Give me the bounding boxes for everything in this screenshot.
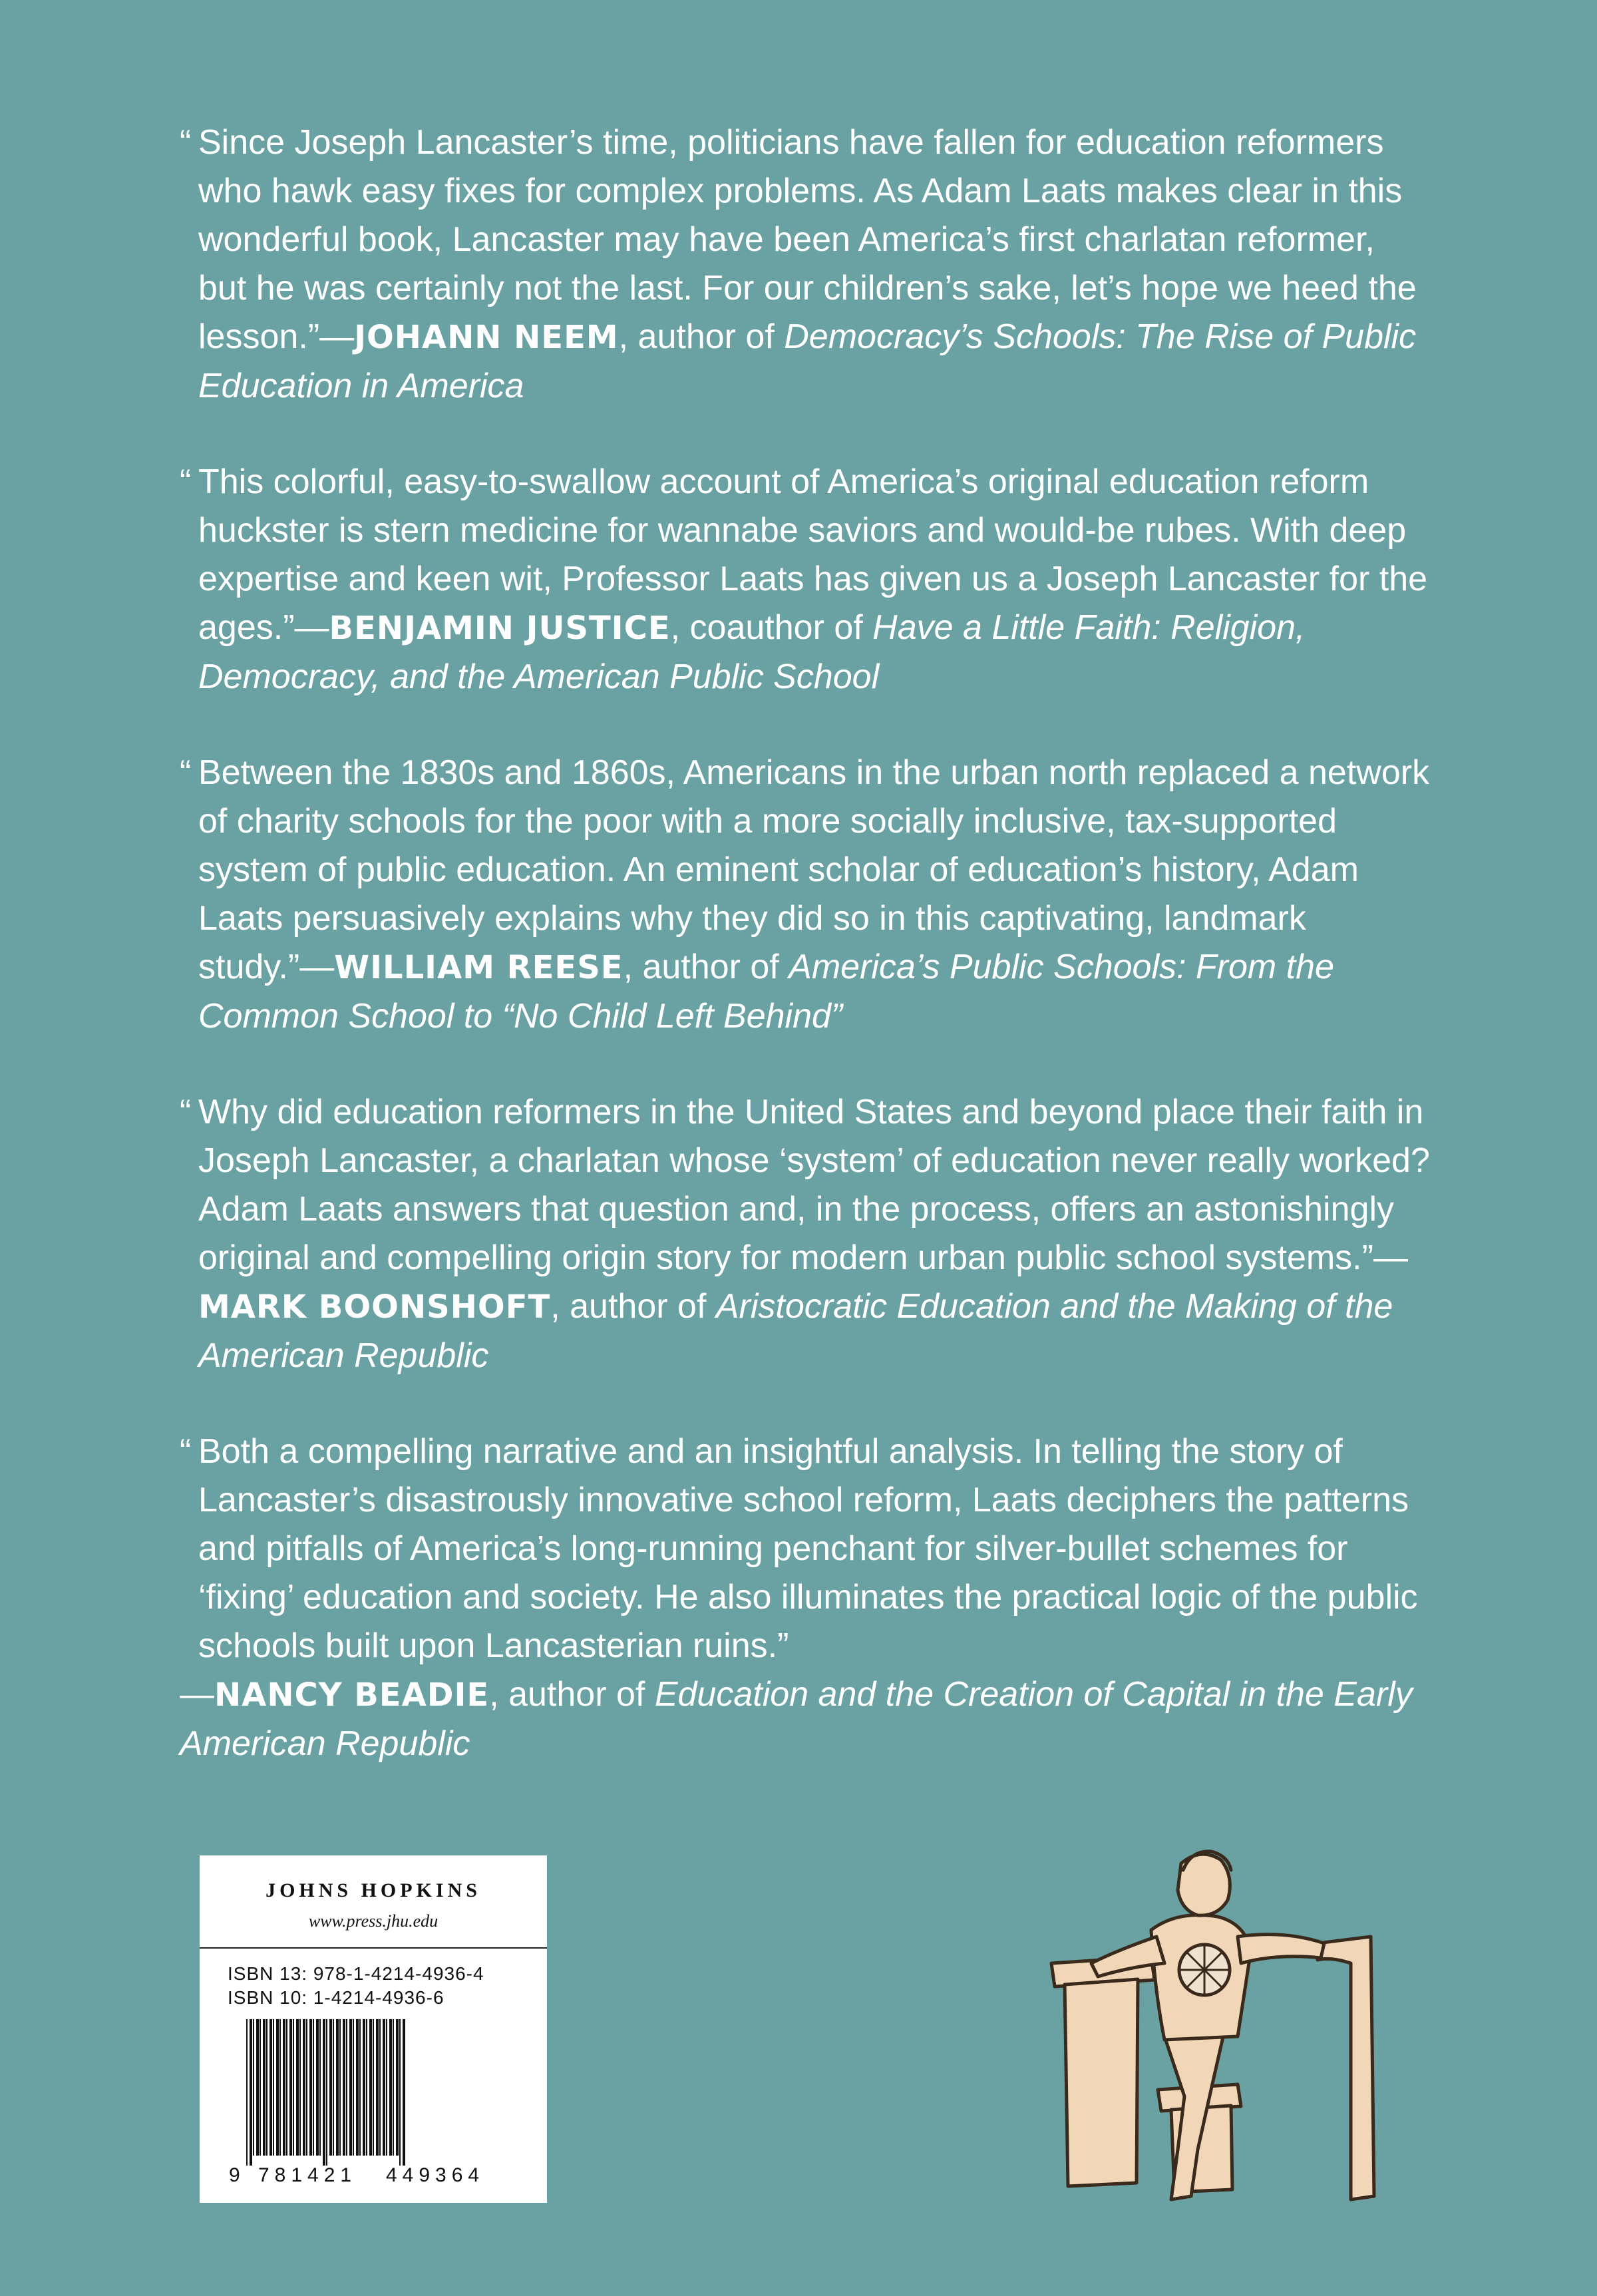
barcode-bar: [253, 2019, 254, 2156]
isbn-10: ISBN 10: 1-4214-4936-6: [228, 1987, 444, 2008]
open-quote: “: [180, 463, 192, 501]
blurb-text: Between the 1830s and 1860s, Americans in the urban north replaced a network of charity schools for the poor with a more socially inclusive, tax-supported system of public education. An eminent scholar of education’s history, Adam Laats persuasively explains why they did so in this captivating, landmark study.”: [198, 753, 1430, 986]
barcode-bar: [283, 2019, 285, 2156]
endorser-role: , author of: [623, 948, 789, 986]
barcode-bar: [393, 2019, 394, 2156]
blurb-boonshoft: [180, 1088, 1431, 1380]
barcode-bar: [316, 2019, 319, 2156]
barcode-bar: [246, 2019, 248, 2166]
barcode-bar: [266, 2019, 267, 2156]
barcode-digits-right: 449364: [386, 2164, 485, 2186]
barcode-bar: [256, 2019, 259, 2156]
barcode-bars: [246, 2019, 405, 2166]
barcode-bar: [379, 2019, 381, 2156]
barcode-bar: [333, 2019, 334, 2156]
endorser-work: Education and the Creation of Capital in the Early American Republic: [180, 1675, 1413, 1763]
barcode-bar: [376, 2019, 379, 2156]
barcode: [226, 2019, 520, 2186]
barcode-bar: [273, 2019, 274, 2156]
endorser-name: BENJAMIN JUSTICE: [329, 610, 671, 647]
publisher-url: www.press.jhu.edu: [308, 1911, 439, 1931]
open-quote: “: [180, 1432, 192, 1471]
barcode-bar: [263, 2019, 266, 2156]
barcode-bar: [356, 2019, 359, 2156]
isbn-barcode-box: [200, 1855, 547, 2203]
endorser-work: Democracy’s Schools: The Rise of Public Education in America: [198, 317, 1417, 405]
barcode-bar: [276, 2019, 279, 2156]
endorser-role: , author of: [550, 1287, 716, 1326]
barcode-digits-left: 781421: [258, 2164, 357, 2186]
endorser-name: MARK BOONSHOFT: [198, 1288, 551, 1326]
barcode-bar: [336, 2019, 339, 2156]
barcode-bar: [319, 2019, 321, 2156]
barcode-bar: [369, 2019, 372, 2156]
barcode-bar: [346, 2019, 347, 2156]
endorser-role: , coauthor of: [670, 608, 873, 647]
endorser-role: , author of: [489, 1675, 655, 1714]
blurb-text: Both a compelling narrative and an insightful analysis. In telling the story of Lancaster’s disastrously innovative school reform, Laats deciphers the patterns and pitfalls of America’s long-running penchant for silver-bullet schemes for ‘fixing’ education and society. He also illuminates the practical logic of the public schools built upon Lancasterian ruins.”: [198, 1432, 1418, 1665]
barcode-bar: [326, 2019, 327, 2166]
barcode-bar: [353, 2019, 354, 2156]
publisher-name: JOHNS HOPKINS: [266, 1879, 481, 1901]
barcode-bar: [366, 2019, 367, 2156]
blurb-text: Since Joseph Lancaster’s time, politicians have fallen for education reformers who hawk easy fixes for complex problems. As Adam Laats makes clear in this wonderful book, Lancaster may have been America’s first charlatan reformer, but he was certainly not the last. For our children’s sake, let’s hope we heed the lesson.”: [198, 123, 1417, 356]
blurb-beadie: [180, 1428, 1431, 1768]
barcode-bar: [373, 2019, 374, 2156]
barcode-bar: [349, 2019, 352, 2156]
barcode-bar: [296, 2019, 299, 2156]
endorser-name: NANCY BEADIE: [214, 1676, 490, 1714]
barcode-bar: [389, 2019, 392, 2156]
barcode-bar: [306, 2019, 307, 2156]
seated-boy-illustration: [1038, 1837, 1397, 2223]
dash: —: [1373, 1239, 1408, 1277]
open-quote: “: [180, 1093, 192, 1131]
endorser-role: , author of: [618, 317, 785, 356]
endorsements: [180, 118, 1431, 1816]
endorser-name: WILLIAM REESE: [334, 949, 623, 986]
isbn-13: ISBN 13: 978-1-4214-4936-4: [228, 1963, 484, 1984]
blurb-justice: [180, 458, 1431, 701]
barcode-bar: [303, 2019, 305, 2156]
barcode-bar: [323, 2019, 325, 2166]
barcode-digit-first: 9: [229, 2164, 240, 2186]
dash: —: [319, 317, 355, 356]
blurb-neem: [180, 118, 1431, 411]
barcode-bar: [329, 2019, 332, 2156]
barcode-bar: [309, 2019, 312, 2156]
endorser-work: Have a Little Faith: Religion, Democracy, and the American Public School: [198, 608, 1306, 696]
open-quote: “: [180, 123, 192, 162]
barcode-bar: [293, 2019, 294, 2156]
barcode-bar: [299, 2019, 301, 2156]
divider: [200, 1947, 547, 1949]
barcode-bar: [269, 2019, 272, 2156]
dash: —: [180, 1675, 214, 1714]
barcode-bar: [403, 2019, 405, 2166]
endorser-work: America’s Public Schools: From the Common School to “No Child Left Behind”: [198, 948, 1334, 1036]
blurb-text: Why did education reformers in the United States and beyond place their faith in Joseph Lancaster, a charlatan whose ‘system’ of education never really worked? Adam Laats answers that question and, in the process, offers an astonishingly original and compelling origin story for modern urban public school systems.”: [198, 1093, 1430, 1277]
barcode-bar: [386, 2019, 387, 2156]
barcode-bar: [250, 2019, 252, 2166]
barcode-bar: [339, 2019, 341, 2156]
dash: —: [299, 948, 335, 986]
barcode-bar: [396, 2019, 399, 2156]
dash: —: [294, 608, 329, 647]
barcode-bar: [289, 2019, 292, 2156]
open-quote: “: [180, 753, 192, 792]
barcode-bar: [313, 2019, 314, 2156]
blurb-reese: [180, 749, 1431, 1041]
barcode-bar: [399, 2019, 401, 2166]
blurb-text: This colorful, easy-to-swallow account of America’s original education reform huckster is stern medicine for wannabe saviors and would-be rubes. With deep expertise and keen wit, Professor Laats has given us a Joseph Lancaster for the ages.”: [198, 463, 1428, 647]
barcode-bar: [286, 2019, 287, 2156]
barcode-bar: [359, 2019, 361, 2156]
barcode-bar: [279, 2019, 281, 2156]
barcode-bar: [383, 2019, 385, 2156]
barcode-bar: [363, 2019, 365, 2156]
endorser-name: JOHANN NEEM: [354, 319, 619, 356]
barcode-bar: [343, 2019, 345, 2156]
barcode-bar: [260, 2019, 261, 2156]
endorser-work: Aristocratic Education and the Making of the American Republic: [198, 1287, 1393, 1375]
